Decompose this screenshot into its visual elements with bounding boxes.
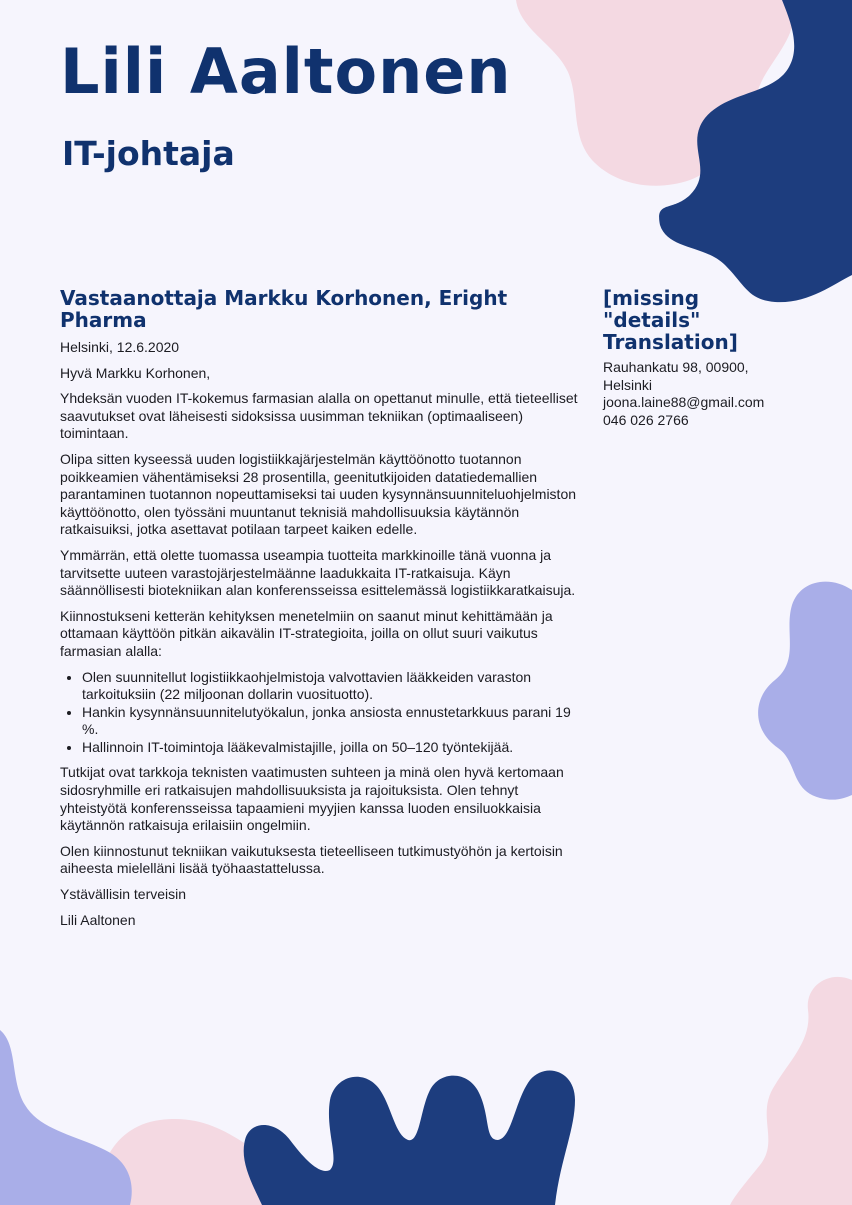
- paragraph: Olipa sitten kyseessä uuden logistiikkajärjestelmän käyttöönotto tuotannon poikkeamien vähentämiseksi 28 prosentilla, geenitutkijoiden datatiedemallien parantaminen tuotannon nopeuttamiseksi tai uuden kysynnänsuunniteluohjelmiston käyttöönotto, olen työssäni muuntanut teknisiä mahdollisuuksia käytännön ratkaisuiksi, jotka asettavat potilaan tarpeet kaiken edelle.: [60, 450, 577, 538]
- letter-body: [60, 287, 580, 937]
- paragraph: Kiinnostukseni ketterän kehityksen menetelmiin on saanut minut kehittämään ja ottamaan käyttöön pitkän aikavälin IT-strategioita, joilla on ollut suuri vaikutus farmasian alalla:: [60, 607, 553, 659]
- email-text: joona.laine88@gmail.com: [603, 394, 765, 411]
- signature: Lili Aaltonen: [60, 911, 136, 928]
- greeting: Hyvä Markku Korhonen,: [60, 364, 211, 381]
- applicant-name: Lili Aaltonen: [60, 35, 512, 108]
- address-line: Rauhankatu 98, 00900,: [603, 359, 749, 375]
- list-item: • Olen suunnitellut logistiikkaohjelmistoja valvottavien lääkkeiden varaston tarkoituksiin (22 miljoonan dollarin vuosituotto).: [82, 669, 580, 704]
- paragraph: Yhdeksän vuoden IT-kokemus farmasian alalla on opettanut minulle, että tieteelliset saavutukset ovat läheisesti sidoksissa uusimman tekniikan (optimaaliseen) toimintaan.: [60, 390, 578, 442]
- list-item: • Hankin kysynnänsuunnitelutyökalun, jonka ansiosta ennustetarkkuus parani 19 %.: [82, 704, 580, 739]
- list-item: • Hallinnoin IT-toimintoja lääkevalmistajille, joilla on 50–120 työntekijää.: [82, 739, 580, 757]
- recipient-heading: Vastaanottaja Markku Korhonen, Eright Pharma: [60, 286, 508, 332]
- contact-heading: [missing "details" Translation]: [603, 286, 738, 354]
- achievement-list: [60, 669, 580, 757]
- job-title: IT-johtaja: [62, 134, 235, 173]
- place-date: Helsinki, 12.6.2020: [60, 339, 180, 355]
- paragraph: Tutkijat ovat tarkkoja teknisten vaatimusten suhteen ja minä olen hyvä kertomaan sidosryhmille eri ratkaisujen mahdollisuuksista ja rajoituksista. Olen tehnyt yhteistyötä konferensseissa tapaamieni myyjien kanssa luoden ensiluokkaisia käytännön ratkaisuja erilaisiin ongelmiin.: [60, 764, 564, 834]
- phone-text: 046 026 2766: [603, 411, 689, 428]
- paragraph: Olen kiinnostunut tekniikan vaikutuksesta tieteelliseen tutkimustyöhön ja kertoisin aiheesta mielelläni lisää työhaastattelussa.: [60, 842, 563, 877]
- contact-details: [603, 287, 803, 429]
- closing: Ystävällisin terveisin: [60, 886, 187, 903]
- paragraph: Ymmärrän, että olette tuomassa useampia tuotteita markkinoille tänä vuonna ja tarvitsette uuteen varastojärjestelmäänne laadukkaita IT-ratkaisuja. Käyn säännöllisesti biotekniikan alan konferensseissa esittelemässä logistiikkaratkaisuja.: [60, 546, 576, 599]
- address-city: Helsinki: [603, 376, 653, 393]
